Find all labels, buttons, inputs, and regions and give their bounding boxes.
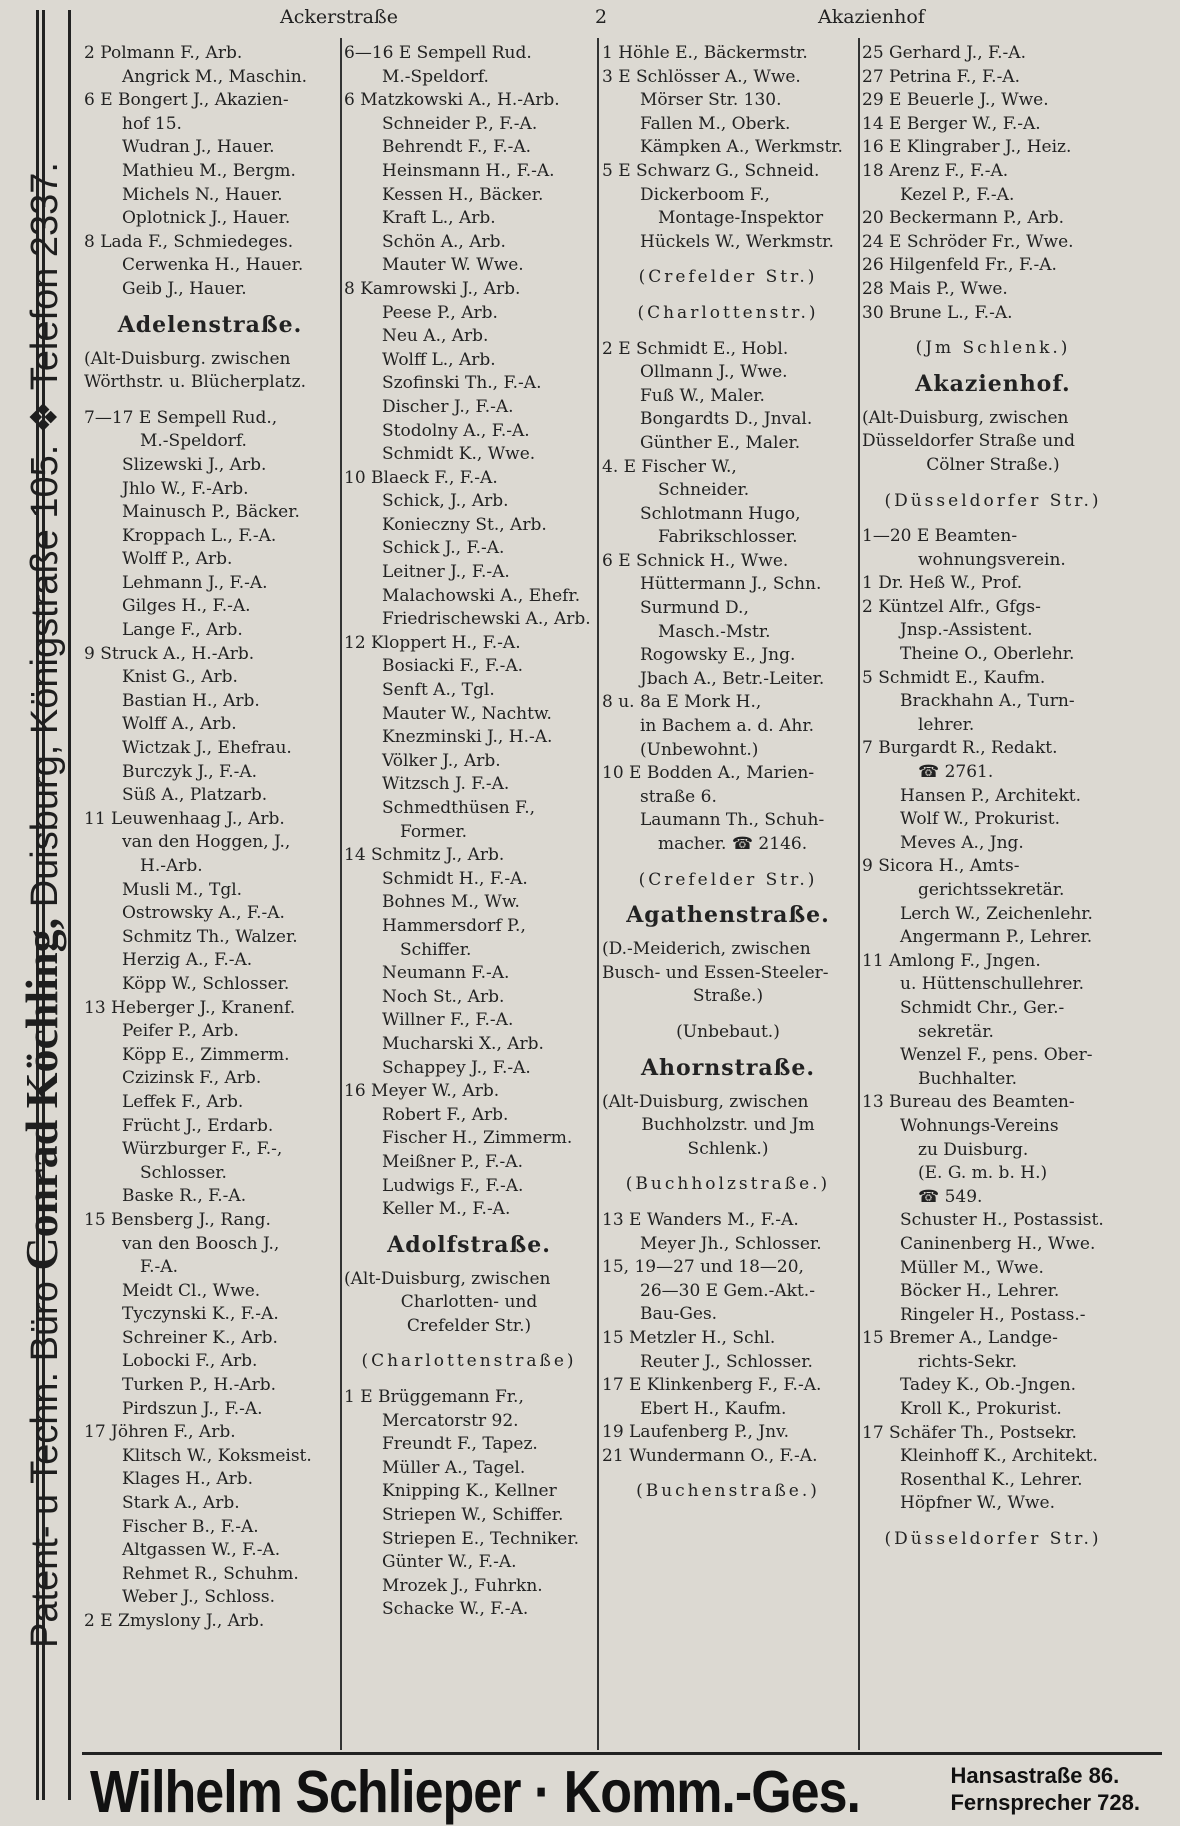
directory-entry: Herzig A., F.-A. (122, 950, 253, 971)
directory-entry: 5 Schmidt E., Kaufm. (862, 667, 1046, 688)
directory-entry: Knipping K., Kellner (382, 1481, 557, 1502)
directory-entry: Günter W., F.-A. (382, 1552, 517, 1573)
directory-entry: 1 Dr. Heß W., Prof. (862, 573, 1023, 594)
directory-entry: Mucharski X., Arb. (382, 1033, 544, 1054)
directory-entry: Robert F., Arb. (382, 1104, 509, 1125)
directory-entry: Szofinski Th., F.-A. (382, 373, 542, 394)
directory-entry: Würzburger F., F.-, (122, 1139, 283, 1160)
directory-entry: Witzsch J. F.-A. (382, 774, 510, 795)
directory-entry: Czizinsk F., Arb. (122, 1068, 262, 1089)
advert-address: Hansastraße 86. (950, 1763, 1120, 1788)
directory-entry: 7 Burgardt R., Redakt. (862, 738, 1058, 759)
directory-entry: Buchhalter. (918, 1068, 1017, 1089)
directory-entry: Hansen P., Architekt. (900, 785, 1081, 806)
directory-entry: Völker J., Arb. (382, 750, 501, 771)
directory-entry: Mrozek J., Fuhrkn. (382, 1575, 543, 1596)
directory-entry: 19 Laufenberg P., Jnv. (602, 1422, 790, 1443)
directory-entry: Cerwenka H., Hauer. (122, 255, 304, 276)
street-heading: Adelenstraße. (117, 311, 303, 338)
directory-entry: in Bachem a. d. Ahr. (640, 716, 814, 737)
directory-entry: F.-A. (140, 1257, 178, 1278)
spacer (602, 1468, 854, 1480)
directory-entry: 26—30 E Gem.-Akt.- (640, 1280, 815, 1301)
directory-entry: Wenzel F., pens. Ober- (900, 1045, 1093, 1066)
directory-entry: Charlotten- und (400, 1292, 538, 1313)
directory-entry: Busch- und Essen-Steeler- (602, 962, 829, 983)
directory-entry: (Jm Schlenk.) (915, 338, 1071, 359)
directory-entry: Laumann Th., Schuh- (640, 810, 825, 831)
directory-entry: Günther E., Maler. (640, 432, 801, 453)
directory-entry: 24 E Schröder Fr., Wwe. (862, 231, 1074, 252)
directory-entry: Schick, J., Arb. (382, 491, 509, 512)
directory-entry: richts-Sekr. (918, 1351, 1018, 1372)
directory-entry: Reuter J., Schlosser. (640, 1351, 813, 1372)
advert-contact (950, 1762, 1140, 1816)
directory-entry: 17 Schäfer Th., Postsekr. (862, 1422, 1077, 1443)
directory-entry: gerichtssekretär. (918, 880, 1065, 900)
directory-entry: Kroll K., Prokurist. (900, 1399, 1062, 1420)
directory-entry: (Unbebaut.) (676, 1021, 780, 1042)
directory-entry: Schappey J., F.-A. (382, 1057, 531, 1078)
directory-entry: Fallen M., Oberk. (640, 113, 791, 134)
directory-entry: 10 Blaeck F., F.-A. (344, 467, 498, 488)
directory-entry: Ringeler H., Postass.- (900, 1304, 1086, 1325)
directory-entry: Schacke W., F.-A. (382, 1599, 529, 1620)
directory-entry: Lobocki F., Arb. (122, 1351, 258, 1372)
directory-entry: sekretär. (918, 1021, 994, 1042)
directory-entry: (Buchholzstraße.) (625, 1174, 831, 1195)
directory-entry: Leitner J., F.-A. (382, 562, 510, 583)
sidebar-advert-text (18, 15, 66, 1795)
directory-entry: Schmitz Th., Walzer. (122, 926, 298, 947)
directory-entry: Caninenberg H., Wwe. (900, 1233, 1096, 1254)
directory-entry: 7—17 E Sempell Rud., (84, 407, 278, 428)
directory-entry: Neumann F.-A. (382, 963, 510, 984)
spacer (84, 395, 336, 407)
directory-entry: 14 E Berger W., F.-A. (862, 113, 1041, 134)
directory-entry: (Crefelder Str.) (638, 267, 818, 288)
spacer (602, 857, 854, 869)
directory-entry: Malachowski A., Ehefr. (382, 585, 581, 606)
directory-entry: Schneider. (658, 480, 750, 501)
directory-entry: Müller M., Wwe. (900, 1257, 1044, 1278)
spacer (602, 254, 854, 266)
street-heading: Agathenstraße. (626, 902, 830, 929)
directory-entry: Geib J., Hauer. (122, 278, 247, 299)
directory-entry: Altgassen W., F.-A. (122, 1540, 281, 1561)
directory-entry: 28 Mais P., Wwe. (862, 278, 1008, 299)
sidebar-advert-name: Conrad Köchling, (16, 917, 67, 1271)
directory-entry: Meyer Jh., Schlosser. (640, 1233, 822, 1254)
spacer (602, 1161, 854, 1173)
directory-entry: 8 Lada F., Schmiedeges. (84, 231, 294, 252)
directory-entry: Höpfner W., Wwe. (900, 1493, 1055, 1514)
directory-entry: (Alt-Duisburg, zwischen (862, 407, 1069, 428)
directory-entry: van den Hoggen, J., (122, 832, 291, 853)
directory-entry: Wictzak J., Ehefrau. (122, 738, 292, 759)
directory-entry: Schmidt Chr., Ger.- (900, 997, 1065, 1018)
directory-entry: Kroppach L., F.-A. (122, 525, 277, 546)
directory-entry: 27 Petrina F., F.-A. (862, 66, 1020, 87)
directory-entry: Peese P., Arb. (382, 302, 498, 323)
street-heading: Adolfstraße. (387, 1231, 551, 1258)
column-divider (858, 38, 860, 1750)
directory-entry: Angermann P., Lehrer. (900, 927, 1093, 948)
page-number: 2 (595, 6, 608, 28)
directory-entry: Wudran J., Hauer. (122, 137, 275, 158)
directory-entry: 15, 19—27 und 18—20, (602, 1257, 804, 1278)
directory-entry: Hüttermann J., Schn. (640, 574, 822, 595)
directory-entry: Wolff L., Arb. (382, 349, 496, 370)
directory-entry: Kezel P., F.-A. (900, 184, 1015, 205)
directory-entry: Knist G., Arb. (122, 667, 238, 688)
directory-entry: Ostrowsky A., F.-A. (122, 903, 285, 924)
directory-entry: 1 E Brüggemann Fr., (344, 1387, 524, 1408)
spacer (862, 478, 1124, 490)
directory-entry: Kessen H., Bäcker. (382, 184, 544, 205)
directory-entry: 20 Beckermann P., Arb. (862, 208, 1065, 229)
directory-entry: Brackhahn A., Turn- (900, 691, 1075, 712)
directory-entry: Meidt Cl., Wwe. (122, 1280, 261, 1301)
spacer (602, 326, 854, 338)
directory-entry: Former. (400, 821, 468, 842)
directory-entry: Wolff P., Arb. (122, 549, 233, 570)
directory-entry: Bosiacki F., F.-A. (382, 656, 524, 677)
directory-entry: 3 E Schlösser A., Wwe. (602, 66, 801, 87)
directory-entry: 6 E Bongert J., Akazien- (84, 90, 289, 111)
directory-entry: Rehmet R., Schuhm. (122, 1563, 299, 1584)
directory-entry: Ebert H., Kaufm. (640, 1398, 787, 1419)
directory-entry: Mauter W., Nachtw. (382, 703, 552, 724)
directory-entry: (Düsseldorfer Str.) (884, 490, 1102, 511)
directory-entry: 2 E Schmidt E., Hobl. (602, 338, 789, 359)
directory-entry: 13 Heberger J., Kranenf. (84, 997, 296, 1018)
directory-column-1 (84, 42, 336, 1634)
directory-entry: Noch St., Arb. (382, 986, 505, 1007)
directory-entry: 8 Kamrowski J., Arb. (344, 278, 521, 299)
directory-entry: Striepen W., Schiffer. (382, 1505, 564, 1526)
directory-entry: Hammersdorf P., (382, 915, 526, 936)
directory-entry: Bastian H., Arb. (122, 690, 260, 711)
directory-entry: Oplotnick J., Hauer. (122, 208, 291, 229)
directory-entry: Schreiner K., Arb. (122, 1327, 278, 1348)
directory-entry: Stark A., Arb. (122, 1493, 240, 1514)
directory-entry: Köpp E., Zimmerm. (122, 1044, 290, 1065)
directory-column-4 (862, 42, 1124, 1552)
directory-entry: Surmund D., (640, 598, 749, 619)
directory-entry: Jhlo W., F.-Arb. (122, 478, 249, 499)
directory-entry: Schmidt H., F.-A. (382, 868, 528, 889)
spacer (862, 325, 1124, 337)
directory-entry: Angrick M., Maschin. (122, 66, 308, 87)
directory-entry: Schneider P., F.-A. (382, 113, 538, 134)
directory-entry: Cölner Straße.) (926, 454, 1060, 475)
directory-entry: Schuster H., Postassist. (900, 1210, 1104, 1231)
sidebar-advert-rest: Duisburg, Königstraße 105. ❖ Telefon 2337. (24, 162, 66, 908)
directory-entry: Fischer H., Zimmerm. (382, 1128, 573, 1149)
directory-entry: van den Boosch J., (122, 1233, 280, 1254)
directory-entry: wohnungsverein. (918, 549, 1066, 570)
directory-entry: Klitsch W., Koksmeist. (122, 1445, 312, 1466)
directory-entry: Meißner P., F.-A. (382, 1151, 523, 1172)
spacer (862, 1516, 1124, 1528)
directory-entry: Fabrikschlosser. (658, 527, 798, 548)
directory-entry: ☎ 2761. (918, 762, 994, 783)
directory-entry: Bau-Ges. (640, 1304, 718, 1325)
directory-entry: Freundt F., Tapez. (382, 1434, 538, 1455)
directory-entry: ☎ 549. (918, 1186, 983, 1207)
directory-entry: Michels N., Hauer. (122, 184, 283, 205)
directory-entry: Kämpken A., Werkmstr. (640, 137, 843, 158)
directory-entry: Heinsmann H., F.-A. (382, 160, 555, 181)
directory-entry: 30 Brune L., F.-A. (862, 302, 1013, 323)
directory-entry: 2 Polmann F., Arb. (84, 43, 243, 63)
directory-entry: (E. G. m. b. H.) (918, 1163, 1048, 1184)
directory-entry: Rogowsky E., Jng. (640, 645, 796, 666)
footer-advert (90, 1758, 1170, 1826)
directory-entry: Willner F., F.-A. (382, 1010, 514, 1031)
directory-entry: Tyczynski K., F.-A. (122, 1304, 279, 1325)
directory-entry: 4. E Fischer W., (602, 456, 737, 477)
directory-entry: Behrendt F., F.-A. (382, 137, 532, 158)
directory-entry: H.-Arb. (140, 856, 203, 876)
directory-entry: 13 E Wanders M., F.-A. (602, 1209, 799, 1230)
directory-entry: lehrer. (918, 714, 975, 735)
spacer (862, 513, 1124, 525)
directory-entry: Bohnes M., Ww. (382, 892, 520, 913)
directory-entry: Knezminski J., H.-A. (382, 727, 553, 748)
directory-entry: M.-Speldorf. (382, 66, 489, 87)
directory-entry: Rosenthal K., Lehrer. (900, 1469, 1083, 1490)
directory-entry: Kraft L., Arb. (382, 208, 496, 229)
directory-entry: Ludwigs F., F.-A. (382, 1175, 524, 1196)
directory-entry: 25 Gerhard J., F.-A. (862, 43, 1026, 63)
directory-entry: Böcker H., Lehrer. (900, 1281, 1060, 1302)
directory-entry: 16 Meyer W., Arb. (344, 1081, 500, 1102)
directory-entry: Wörthstr. u. Blücherplatz. (84, 372, 307, 393)
directory-entry: Stodolny A., F.-A. (382, 420, 530, 441)
directory-entry: Schmidt K., Wwe. (382, 444, 536, 465)
directory-entry: Lehmann J., F.-A. (122, 572, 268, 593)
directory-entry: Köpp W., Schlosser. (122, 973, 290, 994)
directory-entry: 1 Höhle E., Bäckermstr. (602, 43, 808, 63)
sidebar-rule (68, 10, 71, 1800)
directory-entry: 16 E Klingraber J., Heiz. (862, 137, 1072, 158)
directory-entry: 1—20 E Beamten- (862, 526, 1018, 547)
directory-entry: 26 Hilgenfeld Fr., F.-A. (862, 255, 1057, 276)
directory-entry: Slizewski J., Arb. (122, 454, 267, 475)
directory-entry: Mörser Str. 130. (640, 90, 782, 111)
directory-entry: 6 E Schnick H., Wwe. (602, 550, 789, 571)
directory-entry: Lerch W., Zeichenlehr. (900, 903, 1093, 924)
directory-entry: Gilges H., F.-A. (122, 596, 251, 617)
directory-entry: Mathieu M., Bergm. (122, 160, 296, 181)
directory-entry: Burczyk J., F.-A. (122, 761, 258, 782)
directory-entry: Senft A., Tgl. (382, 680, 495, 701)
directory-entry: u. Hüttenschullehrer. (900, 974, 1085, 995)
directory-entry: Fischer B., F.-A. (122, 1516, 259, 1537)
directory-entry: Düsseldorfer Straße und (862, 431, 1075, 452)
footer-rule (82, 1752, 1162, 1755)
directory-entry: (Unbewohnt.) (640, 739, 759, 760)
directory-entry: (Alt-Duisburg, zwischen (344, 1268, 551, 1289)
directory-entry: Musli M., Tgl. (122, 879, 243, 900)
directory-entry: Fuß W., Maler. (640, 385, 765, 406)
directory-entry: Schmedthüsen F., (382, 798, 535, 818)
directory-entry: Mauter W. Wwe. (382, 255, 524, 276)
directory-entry: Leffek F., Arb. (122, 1091, 244, 1112)
directory-entry: Müller A., Tagel. (382, 1457, 526, 1478)
sidebar-advert-prefix: Patent- u Techn. Büro (24, 1281, 66, 1649)
directory-entry: Peifer P., Arb. (122, 1021, 239, 1042)
directory-entry: 13 Bureau des Beamten- (862, 1092, 1075, 1113)
directory-entry: Schiffer. (400, 939, 472, 960)
directory-entry: Schick J., F.-A. (382, 538, 505, 559)
spacer (602, 1009, 854, 1021)
directory-entry: 21 Wundermann O., F.-A. (602, 1445, 818, 1466)
directory-entry: Jbach A., Betr.-Leiter. (640, 668, 825, 689)
directory-entry: 10 E Bodden A., Marien- (602, 763, 815, 784)
directory-entry: 15 Bremer A., Landge- (862, 1328, 1058, 1349)
directory-entry: Schlenk.) (687, 1138, 769, 1159)
directory-entry: hof 15. (122, 113, 182, 134)
directory-entry: Mainusch P., Bäcker. (122, 502, 300, 523)
directory-entry: 2 E Zmyslony J., Arb. (84, 1611, 265, 1631)
directory-entry: 8 u. 8a E Mork H., (602, 692, 762, 713)
directory-entry: Crefelder Str.) (406, 1315, 532, 1336)
directory-entry: Buchholzstr. und Jm (641, 1115, 815, 1136)
directory-entry: 29 E Beuerle J., Wwe. (862, 90, 1049, 111)
running-header (80, 6, 1160, 34)
directory-entry: (Charlottenstr.) (637, 302, 819, 323)
directory-entry: 9 Struck A., H.-Arb. (84, 643, 255, 664)
directory-entry: Schlosser. (140, 1162, 227, 1183)
header-right-street: Akazienhof (818, 6, 925, 28)
directory-entry: straße 6. (640, 786, 717, 807)
directory-column-3 (602, 42, 854, 1504)
advert-phone: Fernsprecher 728. (950, 1790, 1140, 1815)
directory-entry: Schön A., Arb. (382, 231, 506, 252)
directory-entry: 17 E Klinkenberg F., F.-A. (602, 1375, 822, 1396)
advert-company-name: Wilhelm Schlieper · Komm.-Ges. (90, 1758, 860, 1826)
directory-entry: (D.-Meiderich, zwischen (602, 939, 811, 960)
column-divider (597, 38, 599, 1750)
directory-entry: Montage-Inspektor (658, 208, 824, 229)
spacer (602, 290, 854, 302)
directory-column-2 (344, 42, 594, 1622)
header-left-street: Ackerstraße (280, 6, 398, 28)
directory-entry: 5 E Schwarz G., Schneid. (602, 160, 820, 181)
directory-entry: (Düsseldorfer Str.) (884, 1529, 1102, 1550)
directory-entry: Wolf W., Prokurist. (900, 809, 1060, 830)
directory-entry: (Buchenstraße.) (636, 1481, 820, 1502)
spacer (602, 1197, 854, 1209)
directory-entry: Masch.-Mstr. (658, 621, 771, 642)
directory-entry: Weber J., Schloss. (122, 1587, 275, 1608)
directory-entry: 15 Metzler H., Schl. (602, 1327, 776, 1348)
directory-entry: zu Duisburg. (918, 1139, 1029, 1160)
directory-entry: 6—16 E Sempell Rud. (344, 43, 532, 63)
directory-entry: Süß A., Platzarb. (122, 785, 268, 806)
directory-entry: Striepen E., Techniker. (382, 1528, 579, 1549)
directory-entry: (Crefelder Str.) (638, 869, 818, 890)
directory-entry: (Alt-Duisburg, zwischen (602, 1091, 809, 1112)
directory-entry: 9 Sicora H., Amts- (862, 856, 1020, 877)
directory-entry: M.-Speldorf. (140, 431, 247, 452)
directory-entry: Ollmann J., Wwe. (640, 362, 788, 383)
directory-entry: 12 Kloppert H., F.-A. (344, 632, 521, 653)
sidebar-advert (0, 0, 70, 1818)
directory-entry: Bongardts D., Jnval. (640, 409, 813, 430)
directory-entry: Wolff A., Arb. (122, 714, 237, 735)
directory-entry: Straße.) (692, 986, 764, 1007)
directory-entry: Mercatorstr 92. (382, 1410, 519, 1431)
directory-entry: 18 Arenz F., F.-A. (862, 160, 1009, 181)
directory-entry: Hückels W., Werkmstr. (640, 231, 834, 252)
directory-entry: 6 Matzkowski A., H.-Arb. (344, 90, 560, 111)
spacer (344, 1338, 594, 1350)
directory-entry: Pirdszun J., F.-A. (122, 1398, 263, 1419)
directory-entry: 15 Bensberg J., Rang. (84, 1209, 271, 1230)
column-divider (340, 38, 342, 1750)
directory-entry: Jnsp.-Assistent. (900, 620, 1033, 641)
directory-entry: (Charlottenstraße) (361, 1351, 577, 1372)
directory-entry: Kleinhoff K., Architekt. (900, 1446, 1098, 1467)
directory-entry: Wohnungs-Vereins (900, 1115, 1059, 1136)
directory-entry: Tadey K., Ob.-Jngen. (900, 1375, 1077, 1396)
directory-entry: 11 Amlong F., Jngen. (862, 950, 1041, 971)
directory-entry: Turken P., H.-Arb. (122, 1375, 276, 1396)
directory-entry: macher. ☎ 2146. (658, 834, 808, 854)
directory-entry: 2 Küntzel Alfr., Gfgs- (862, 596, 1041, 617)
directory-entry: Theine O., Oberlehr. (900, 644, 1075, 665)
directory-entry: Neu A., Arb. (382, 326, 489, 347)
directory-entry: Meves A., Jng. (900, 832, 1024, 853)
street-heading: Ahornstraße. (640, 1054, 816, 1081)
directory-entry: 17 Jöhren F., Arb. (84, 1422, 236, 1443)
directory-entry: Discher J., F.-A. (382, 396, 514, 417)
directory-entry: (Alt-Duisburg. zwischen (84, 348, 291, 369)
street-heading: Akazienhof. (915, 370, 1071, 397)
directory-entry: 11 Leuwenhaag J., Arb. (84, 808, 285, 829)
directory-entry: Baske R., F.-A. (122, 1186, 247, 1207)
directory-entry: Keller M., F.-A. (382, 1199, 511, 1220)
directory-entry: Friedrischewski A., Arb. (382, 609, 591, 630)
directory-entry: Schlotmann Hugo, (640, 503, 801, 524)
directory-entry: Konieczny St., Arb. (382, 514, 547, 535)
directory-entry: Frücht J., Erdarb. (122, 1115, 274, 1136)
directory-entry: Klages H., Arb. (122, 1469, 254, 1490)
spacer (344, 1374, 594, 1386)
directory-entry: 14 Schmitz J., Arb. (344, 845, 505, 866)
directory-entry: Lange F., Arb. (122, 620, 243, 641)
directory-entry: Dickerboom F., (640, 184, 770, 205)
